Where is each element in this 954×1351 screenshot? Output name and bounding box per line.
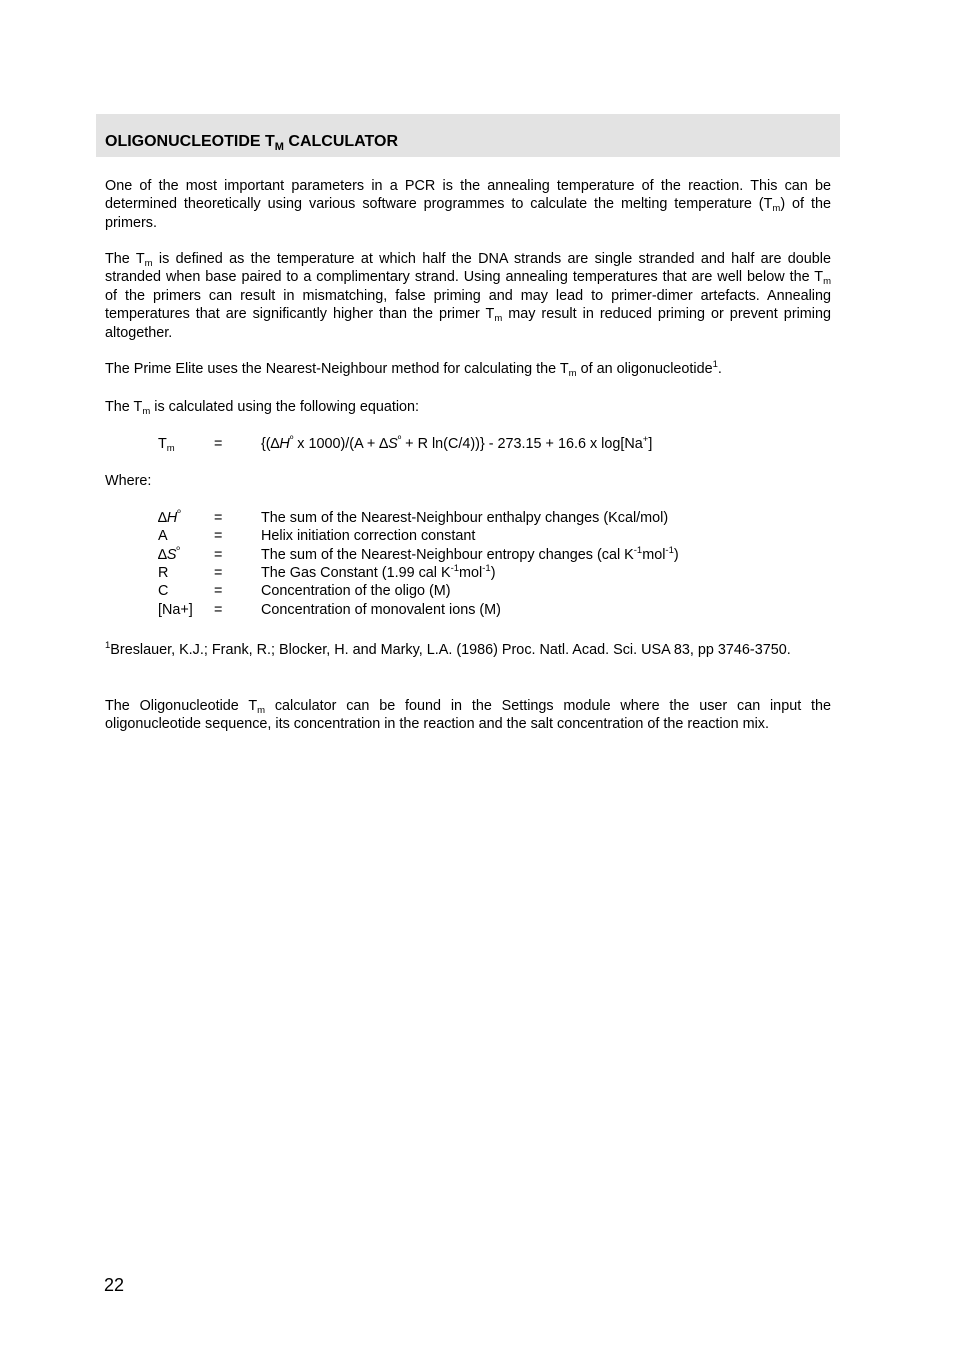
definition-text: The Gas Constant (1.99 cal $K^{-1}mol^{-1}$): [261, 563, 496, 581]
definition-symbol: R: [158, 565, 169, 581]
definition-text: The sum of the Nearest-Neighbour entropy changes (cal $K^{-1}mol^{-1}$): [261, 545, 679, 563]
definition-text: Concentration of the oligo (M): [261, 583, 451, 599]
definition-equals: =: [214, 528, 223, 544]
paragraph-method: The Prime Elite uses the Nearest-Neighbour method for calculating the $T_m$ of an oligonucleotide$^1$.: [105, 359, 722, 379]
definition-equals: =: [214, 547, 223, 563]
definition-symbol: $\Delta H^º$: [158, 508, 181, 526]
page-number: 22: [104, 1275, 125, 1295]
equation-rhs: {($\Delta H^º$ x $1000)/(A + \Delta S^º + R$ ln(C/4))} - 273.15 + 16.6 x log[Na+]: [261, 434, 653, 452]
definition-equals: =: [214, 565, 223, 581]
definition-equals: =: [214, 583, 223, 599]
footnote-reference: $^1$Breslauer, K.J.; Frank, R.; Blocker, H. and Marky, L.A. (1986) Proc. Natl. Acad. Sci. USA 83, pp 3746-3750.: [105, 640, 791, 658]
definition-equals: =: [214, 510, 223, 526]
equation-equals: =: [214, 436, 223, 452]
definition-text: The sum of the Nearest-Neighbour enthalpy changes (Kcal/mol): [261, 510, 669, 526]
paragraph-intro: One of the most important parameters in a PCR is the annealing temperature of the reaction. This can be determined theoretically using various software programmes to calculate the melting temperature $(T_m)$ of the primers.: [105, 178, 831, 231]
definition-text: Concentration of monovalent ions (M): [261, 602, 501, 618]
where-label: Where:: [105, 473, 152, 489]
paragraph-settings: The Oligonucleotide $T_m$ calculator can be found in the Settings module where the user can input the oligonucleotide sequence, its concentration in the reaction and the salt concentration of the reaction mix.: [105, 698, 831, 733]
paragraph-tm-definition: The $T_m$ is defined as the temperature at which half the DNA strands are single stranded and half are double stranded when base paired to a complimentary strand. Using annealing temperatures that are well below the $T_m$ of the primers can result in mismatching, false priming and may lead to primer-dimer artefacts. Annealing temperatures that are significantly higher than the primer $T_m$ may result in reduced priming or prevent priming altogether.: [105, 251, 831, 341]
definition-text: Helix initiation correction constant: [261, 528, 476, 544]
definition-equals: =: [214, 602, 223, 618]
equation-lhs: $T_m$: [158, 436, 175, 454]
definition-symbol: A: [158, 528, 168, 544]
section-heading: OLIGONUCLEOTIDE $T_M$ CALCULATOR: [105, 133, 399, 153]
definition-symbol: $\Delta S^º$: [158, 545, 180, 563]
definition-symbol: [Na+]: [158, 602, 193, 618]
definition-symbol: C: [158, 583, 169, 599]
paragraph-equation-intro: The $T_m$ is calculated using the following equation:: [105, 399, 420, 417]
